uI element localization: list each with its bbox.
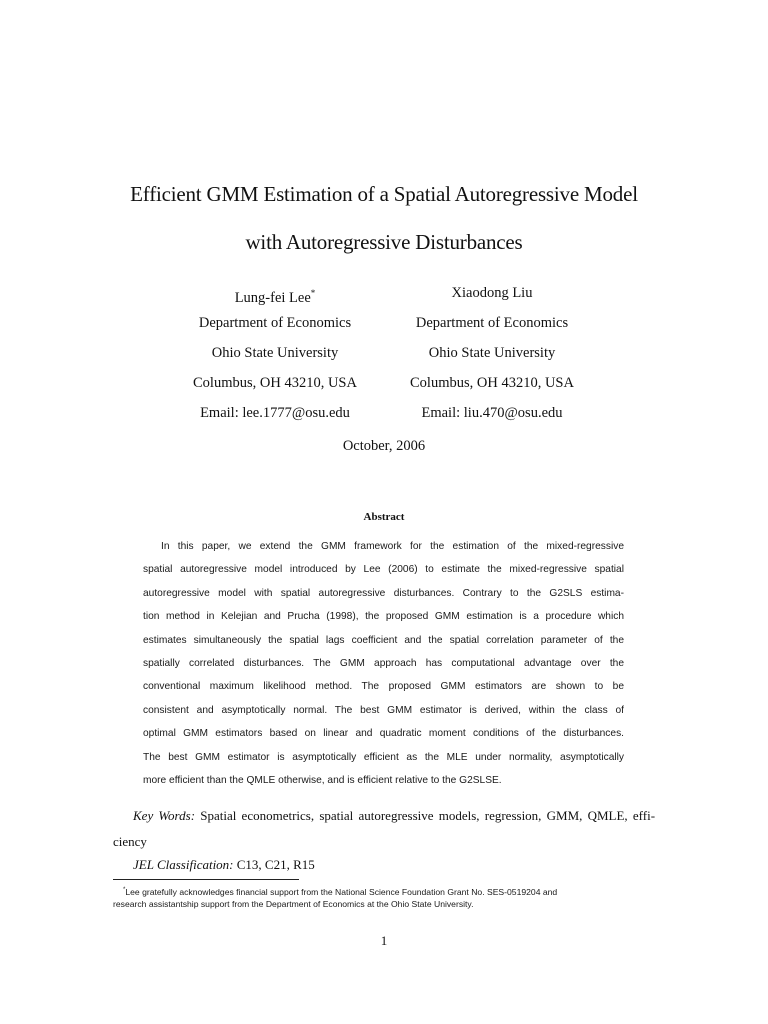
abstract-line: conventional maximum likelihood method. The proposed GMM estimators are shown to be <box>143 681 624 693</box>
abstract-line: autoregressive model with spatial autoregressive disturbances. Contrary to the G2SLS estima- <box>143 587 624 599</box>
jel-codes: C13, C21, R15 <box>236 857 315 872</box>
author-university: Ohio State University <box>428 345 556 361</box>
key-words-line-2: ciency <box>113 834 147 849</box>
abstract-line: The best GMM estimator is asymptotically efficient as the MLE under normality, asymptotically <box>143 751 624 763</box>
abstract-line: spatially correlated disturbances. The GMM approach has computational advantage over the <box>143 657 624 669</box>
abstract-line: In this paper, we extend the GMM framework for the estimation of the mixed-regressive <box>161 541 624 552</box>
jel-classification <box>133 857 315 873</box>
paper-date: October, 2006 <box>342 438 426 454</box>
abstract-line: tion method in Kelejian and Prucha (1998), the proposed GMM estimation is a procedure which <box>143 611 624 623</box>
key-words <box>113 806 655 858</box>
footnote-line-2: research assistantship support from the Department of Economics at the Ohio State University. <box>113 899 474 909</box>
footnote-text: Lee gratefully acknowledges financial support from the National Science Foundation Grant No. SES-0519204 and <box>125 886 558 897</box>
abstract-line: spatial autoregressive model introduced by Lee (2006) to estimate the mixed-regressive spatial <box>143 564 624 576</box>
author-location: Columbus, OH 43210, USA <box>410 375 574 391</box>
footnote-line <box>113 883 655 897</box>
author-department: Department of Economics <box>198 315 352 331</box>
jel-label: JEL Classification: <box>133 857 234 872</box>
footnote <box>113 883 655 911</box>
abstract-body <box>143 537 624 794</box>
author-department: Department of Economics <box>415 315 569 331</box>
footnote-divider <box>113 879 299 880</box>
page-number: 1 <box>380 933 388 948</box>
author-liu <box>362 283 622 433</box>
footnote-mark: * <box>123 887 126 893</box>
author-email: Email: liu.470@osu.edu <box>421 405 563 421</box>
abstract-line: estimates simultaneously the spatial lags coefficient and the spatial correlation parameter of the <box>143 634 624 646</box>
paper-title-line-2: with Autoregressive Disturbances <box>245 230 523 254</box>
author-university: Ohio State University <box>211 345 339 361</box>
author-name: Xiaodong Liu <box>451 285 533 301</box>
abstract-line: optimal GMM estimators based on linear and quadratic moment conditions of the disturbances. <box>143 728 624 740</box>
author-location: Columbus, OH 43210, USA <box>193 375 357 391</box>
key-words-line <box>113 806 655 832</box>
author-name-text: Lung-fei Lee <box>234 289 311 306</box>
key-words-label: Key Words: <box>133 808 196 823</box>
abstract-heading: Abstract <box>363 511 405 523</box>
abstract-line: more efficient than the QMLE otherwise, and is efficient relative to the G2SLSE. <box>143 774 502 786</box>
abstract-line: consistent and asymptotically normal. The best GMM estimator is derived, within the class of <box>143 704 624 716</box>
key-words-text: Spatial econometrics, spatial autoregressive models, regression, GMM, QMLE, effi- <box>200 808 656 823</box>
author-email: Email: lee.1777@osu.edu <box>200 405 350 421</box>
footnote-mark: * <box>310 288 316 298</box>
paper-title-line-1: Efficient GMM Estimation of a Spatial Autoregressive Model <box>130 182 638 206</box>
